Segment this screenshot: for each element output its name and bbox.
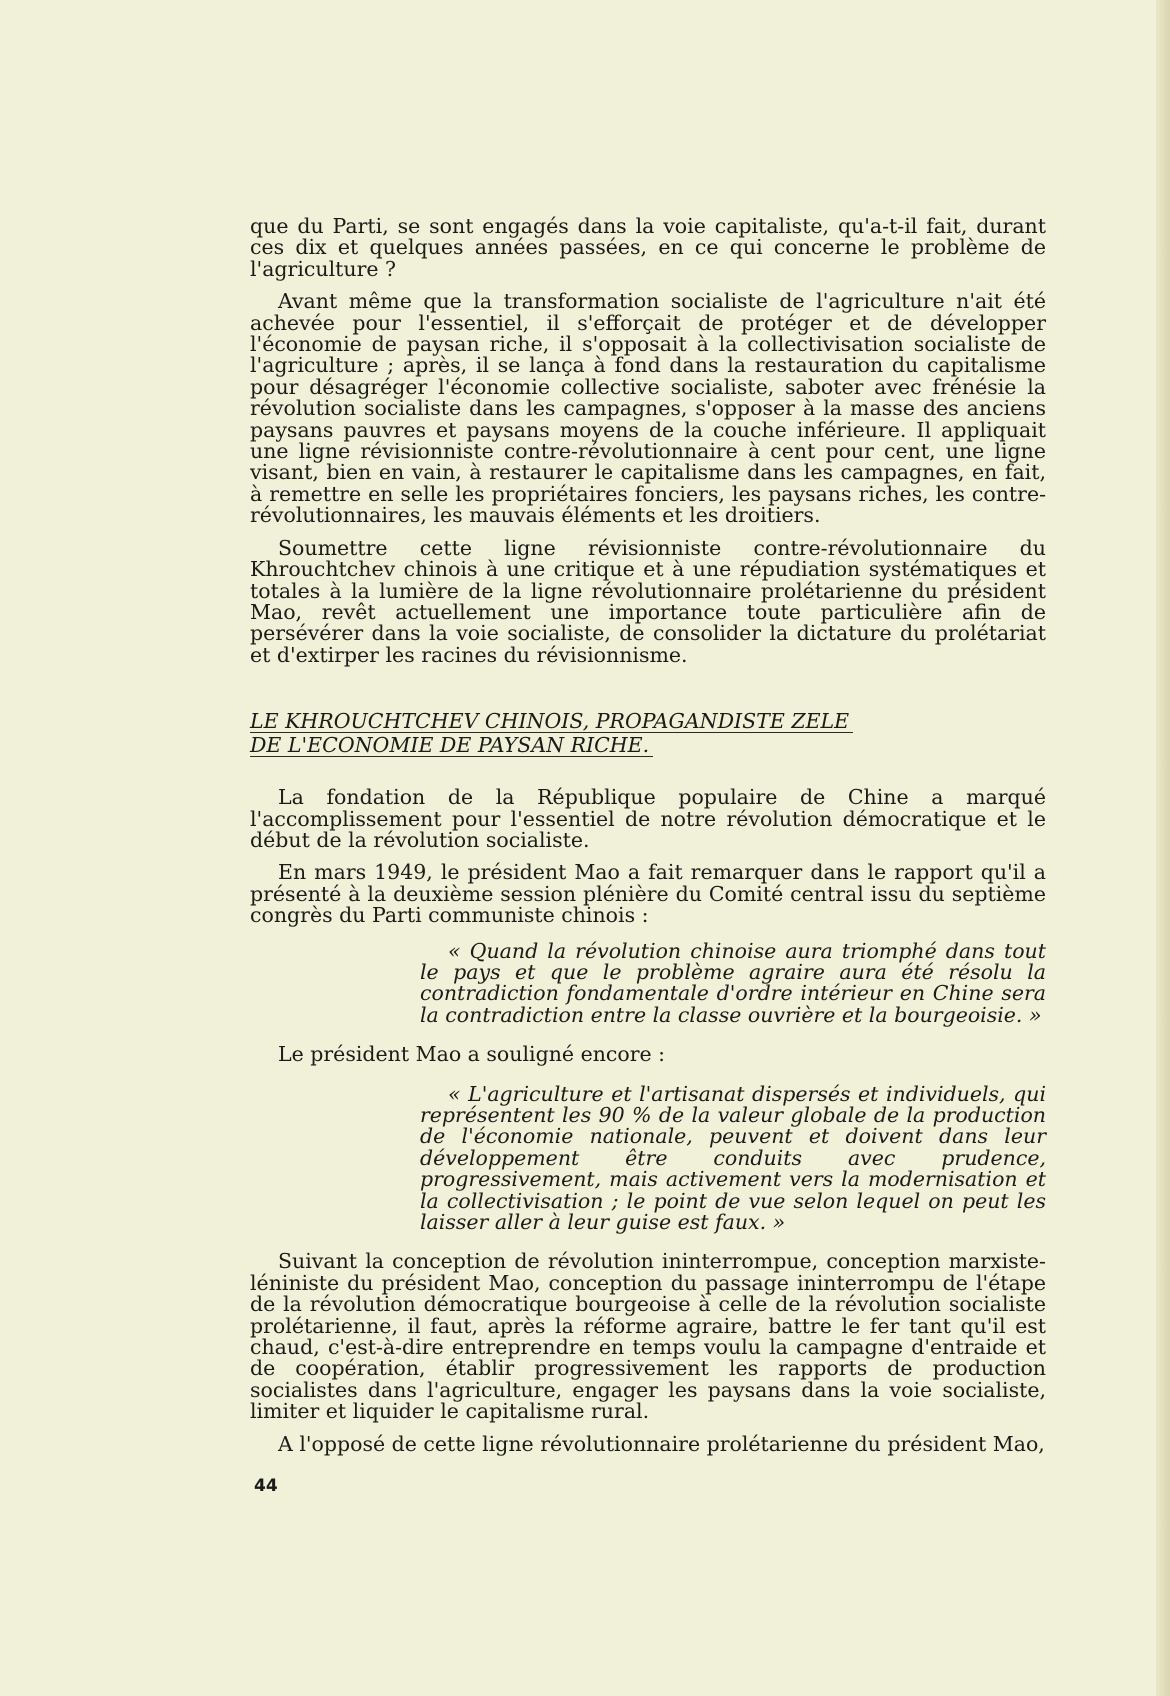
section-heading bbox=[250, 709, 850, 758]
page-number: 44 bbox=[254, 1476, 278, 1496]
paragraph: Avant même que la transformation socialiste de l'agriculture n'ait été achevée pour l'essentiel, il s'efforçait de protéger et de développer l'économie de paysan riche, il s'opposait à la collectivisation socialiste de l'agriculture ; après, il se lança à fond dans la restauration du capitalisme pour désagréger l'économie collective socialiste, saboter avec frénésie la révolution socialiste dans les campagnes, s'opposer à la masse des anciens paysans pauvres et paysans moyens de la couche inférieure. Il appliquait une ligne révisionniste contre-révolutionnaire à cent pour cent, une ligne visant, bien en vain, à restaurer le capitalisme dans les campagnes, en fait, à remettre en selle les propriétaires fonciers, les paysans riches, les contre-révolutionnaires, les mauvais éléments et les droitiers. bbox=[250, 289, 1046, 528]
paragraph: Soumettre cette ligne révisionniste contre-révolutionnaire du Khrouchtchev chinois à une critique et à une répudiation systématiques et totales à la lumière de la ligne révolutionnaire prolétarienne du président Mao, revêt actuellement une importance toute particulière afin de persévérer dans la voie socialiste, de consolider la dictature du prolétariat et d'extirper les racines du révisionnisme. bbox=[250, 535, 1046, 667]
paragraph: A l'opposé de cette ligne révolutionnaire prolétarienne du président Mao, bbox=[278, 1431, 1045, 1456]
section-heading-line: DE L'ECONOMIE DE PAYSAN RICHE. bbox=[250, 734, 653, 757]
paragraph: que du Parti, se sont engagés dans la voie capitaliste, qu'a-t-il fait, durant ces dix et quelques années passées, en ce qui concerne le problème de l'agriculture ? bbox=[250, 214, 1046, 281]
page-edge bbox=[1156, 0, 1170, 1696]
paragraph: La fondation de la République populaire de Chine a marqué l'accomplissement pour l'essentiel de notre révolution démocratique et le début de la révolution socialiste. bbox=[250, 785, 1046, 852]
text-column bbox=[250, 216, 1046, 1455]
quotation bbox=[420, 938, 1046, 1027]
paragraph: Suivant la conception de révolution ininterrompue, conception marxiste-léniniste du président Mao, conception du passage ininterrompu de l'étape de la révolution démocratique bourgeoise à celle de la révolution socialiste prolétarienne, il faut, après la réforme agraire, battre le fer tant qu'il est chaud, c'est-à-dire entreprendre en temps voulu la campagne d'entraide et de coopération, établir progressivement les rapports de production socialistes dans l'agriculture, engager les paysans dans la voie socialiste, limiter et liquider le capitalisme rural. bbox=[250, 1249, 1046, 1424]
paragraph: En mars 1949, le président Mao a fait remarquer dans le rapport qu'il a présenté à la deuxième session plénière du Comité central issu du septième congrès du Parti communiste chinois : bbox=[250, 860, 1046, 928]
paragraph: Le président Mao a souligné encore : bbox=[278, 1042, 666, 1067]
quotation-text: « L'agriculture et l'artisanat dispersés et individuels, qui représentent les 90 % de la valeur globale de la production de l'économie nationale, peuvent et doivent dans leur développement être conduits avec prudence, progressivement, mais activement vers la modernisation et la collectivisation ; le point de vue selon lequel on peut les laisser aller à leur guise est faux. » bbox=[420, 1081, 1046, 1235]
section-heading-line: LE KHROUCHTCHEV CHINOIS, PROPAGANDISTE ZELE bbox=[250, 710, 853, 733]
quotation bbox=[420, 1081, 1046, 1235]
quotation-text: « Quand la révolution chinoise aura triomphé dans tout le pays et que le problème agraire aura été résolu la contradiction fondamentale d'ordre intérieur en Chine sera la contradiction entre la classe ouvrière et la bourgeoisie. » bbox=[420, 938, 1046, 1027]
